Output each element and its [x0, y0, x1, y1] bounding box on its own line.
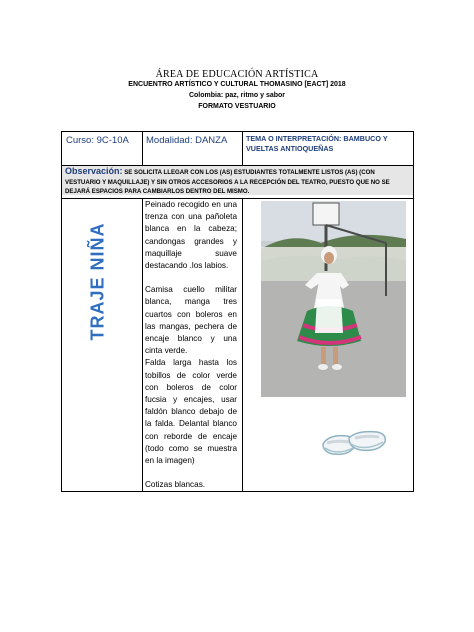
observation-label: Observación:	[65, 166, 123, 176]
observation-text: SE SOLICITA LLEGAR CON LOS (AS) ESTUDIANTES TOTALMENTE LISTOS (AS) (CON VESTUARIO Y MAQUILLAJE) Y SIN OTROS ACCESORIOS A LA RECEPCIÓN DEL TEATRO, PUESTO QUE NO SE DEJARÁ ESPACIOS PARA CAMBIARLOS DENTRO DEL MISMO.	[65, 169, 390, 196]
area-heading: ÁREA DE EDUCACIÓN ARTÍSTICA	[155, 69, 319, 80]
shoes-description: Cotizas blancas.	[145, 480, 206, 490]
costume-description	[145, 199, 237, 491]
row-divider	[62, 198, 413, 199]
column-divider	[242, 132, 243, 165]
tema-cell: TEMA O INTERPRETACIÓN: BAMBUCO Y VUELTAS ANTIOQUEÑAS	[246, 134, 388, 153]
costume-photo	[261, 201, 406, 397]
column-divider	[142, 132, 143, 165]
column-divider	[242, 198, 243, 492]
side-title: TRAJE NIÑA	[87, 222, 108, 341]
shirt-description: Camisa cuello militar blanca, manga tres cuartos con boleros en las mangas, pechera de encaje blanco y una cinta verde.	[145, 285, 237, 356]
event-heading: ENCUENTRO ARTÍSTICO Y CULTURAL THOMASINO [EACT] 2018	[128, 81, 346, 88]
modalidad-cell: Modalidad: DANZA	[146, 135, 228, 146]
curso-cell: Curso: 9C-10A	[66, 135, 129, 146]
format-heading: FORMATO VESTUARIO	[198, 103, 276, 110]
cotizas-shoes-image	[319, 424, 389, 464]
hair-description: Peinado recogido en una trenza con una pañoleta blanca en la cabeza; candongas grandes y maquillaje suave destacando .los labios.	[145, 200, 237, 271]
column-divider	[142, 198, 143, 492]
skirt-description: Falda larga hasta los tobillos de color verde con boleros de color fucsia y encajes, usar faldón blanco debajo de la falda. Delantal blanco con reborde de encaje (todo como se muestra en la imagen)	[145, 358, 237, 466]
theme-heading: Colombia: paz, ritmo y sabor	[188, 92, 286, 99]
observation-cell	[65, 167, 411, 197]
